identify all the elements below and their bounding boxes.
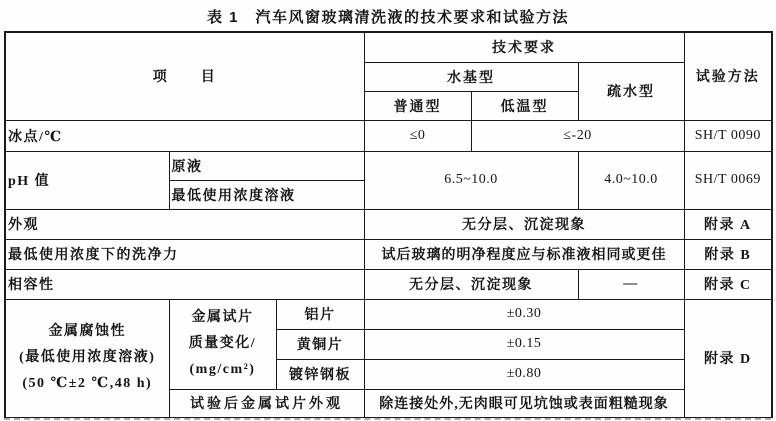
cleaning-power-value: 试后玻璃的明净程度应与标准液相同或更佳 <box>364 239 684 269</box>
cleaning-power-label: 最低使用浓度下的洗净力 <box>5 239 364 269</box>
corrosion-label <box>5 299 169 417</box>
post-test-appearance-value: 除连接处外,无肉眼可见坑蚀或表面粗糙现象 <box>364 389 684 417</box>
header-tech-req: 技术要求 <box>364 32 684 62</box>
corrosion-sub-line2: 质量变化/ <box>188 336 257 351</box>
freezing-point-method: SH/T 0090 <box>684 120 772 151</box>
corrosion-sub-line3: (mg/cm²) <box>189 362 256 377</box>
corrosion-label-line1: 金属腐蚀性 <box>48 324 126 339</box>
cleaning-power-method: 附录 B <box>684 239 772 269</box>
page-cut-remnant-line <box>4 418 771 420</box>
header-water-based: 水基型 <box>364 62 578 91</box>
spec-table <box>4 31 773 418</box>
specimen-galvanized-label: 镀锌钢板 <box>276 359 364 389</box>
ph-water-value: 6.5~10.0 <box>364 151 578 209</box>
header-hydrophobic: 疏水型 <box>578 62 684 120</box>
ph-stock-label: 原液 <box>169 151 364 180</box>
appearance-label: 外观 <box>5 209 364 239</box>
ph-method: SH/T 0069 <box>684 151 772 209</box>
specimen-galvanized-value: ±0.80 <box>364 359 684 389</box>
ph-hydro-value: 4.0~10.0 <box>578 151 684 209</box>
freezing-point-label: 冰点/℃ <box>5 120 364 151</box>
post-test-appearance-label: 试验后金属试片外观 <box>169 389 364 417</box>
ph-label: pH 值 <box>5 151 169 209</box>
header-item: 项 目 <box>5 32 364 120</box>
compatibility-hydro-value: — <box>578 269 684 299</box>
corrosion-method: 附录 D <box>684 299 772 417</box>
corrosion-label-line3: (50 ℃±2 ℃,48 h) <box>22 376 153 391</box>
header-normal-type: 普通型 <box>364 91 471 120</box>
corrosion-sub-line1: 金属试片 <box>191 310 254 325</box>
corrosion-mass-change-label <box>169 299 276 389</box>
freezing-point-normal-value: ≤0 <box>364 120 471 151</box>
specimen-aluminum-label: 铝片 <box>276 299 364 329</box>
ph-min-conc-label: 最低使用浓度溶液 <box>169 180 364 209</box>
compatibility-method: 附录 C <box>684 269 772 299</box>
appearance-method: 附录 A <box>684 209 772 239</box>
header-test-method: 试验方法 <box>684 32 772 120</box>
appearance-value: 无分层、沉淀现象 <box>364 209 684 239</box>
specimen-brass-label: 黄铜片 <box>276 329 364 359</box>
specimen-brass-value: ±0.15 <box>364 329 684 359</box>
header-low-temp-type: 低温型 <box>471 91 578 120</box>
freezing-point-lowtemp-hydro-value: ≤-20 <box>471 120 684 151</box>
compatibility-water-value: 无分层、沉淀现象 <box>364 269 578 299</box>
corrosion-label-line2: (最低使用浓度溶液) <box>19 350 156 365</box>
table-title: 表 1 汽车风窗玻璃清洗液的技术要求和试验方法 <box>206 9 569 26</box>
compatibility-label: 相容性 <box>5 269 364 299</box>
specimen-aluminum-value: ±0.30 <box>364 299 684 329</box>
